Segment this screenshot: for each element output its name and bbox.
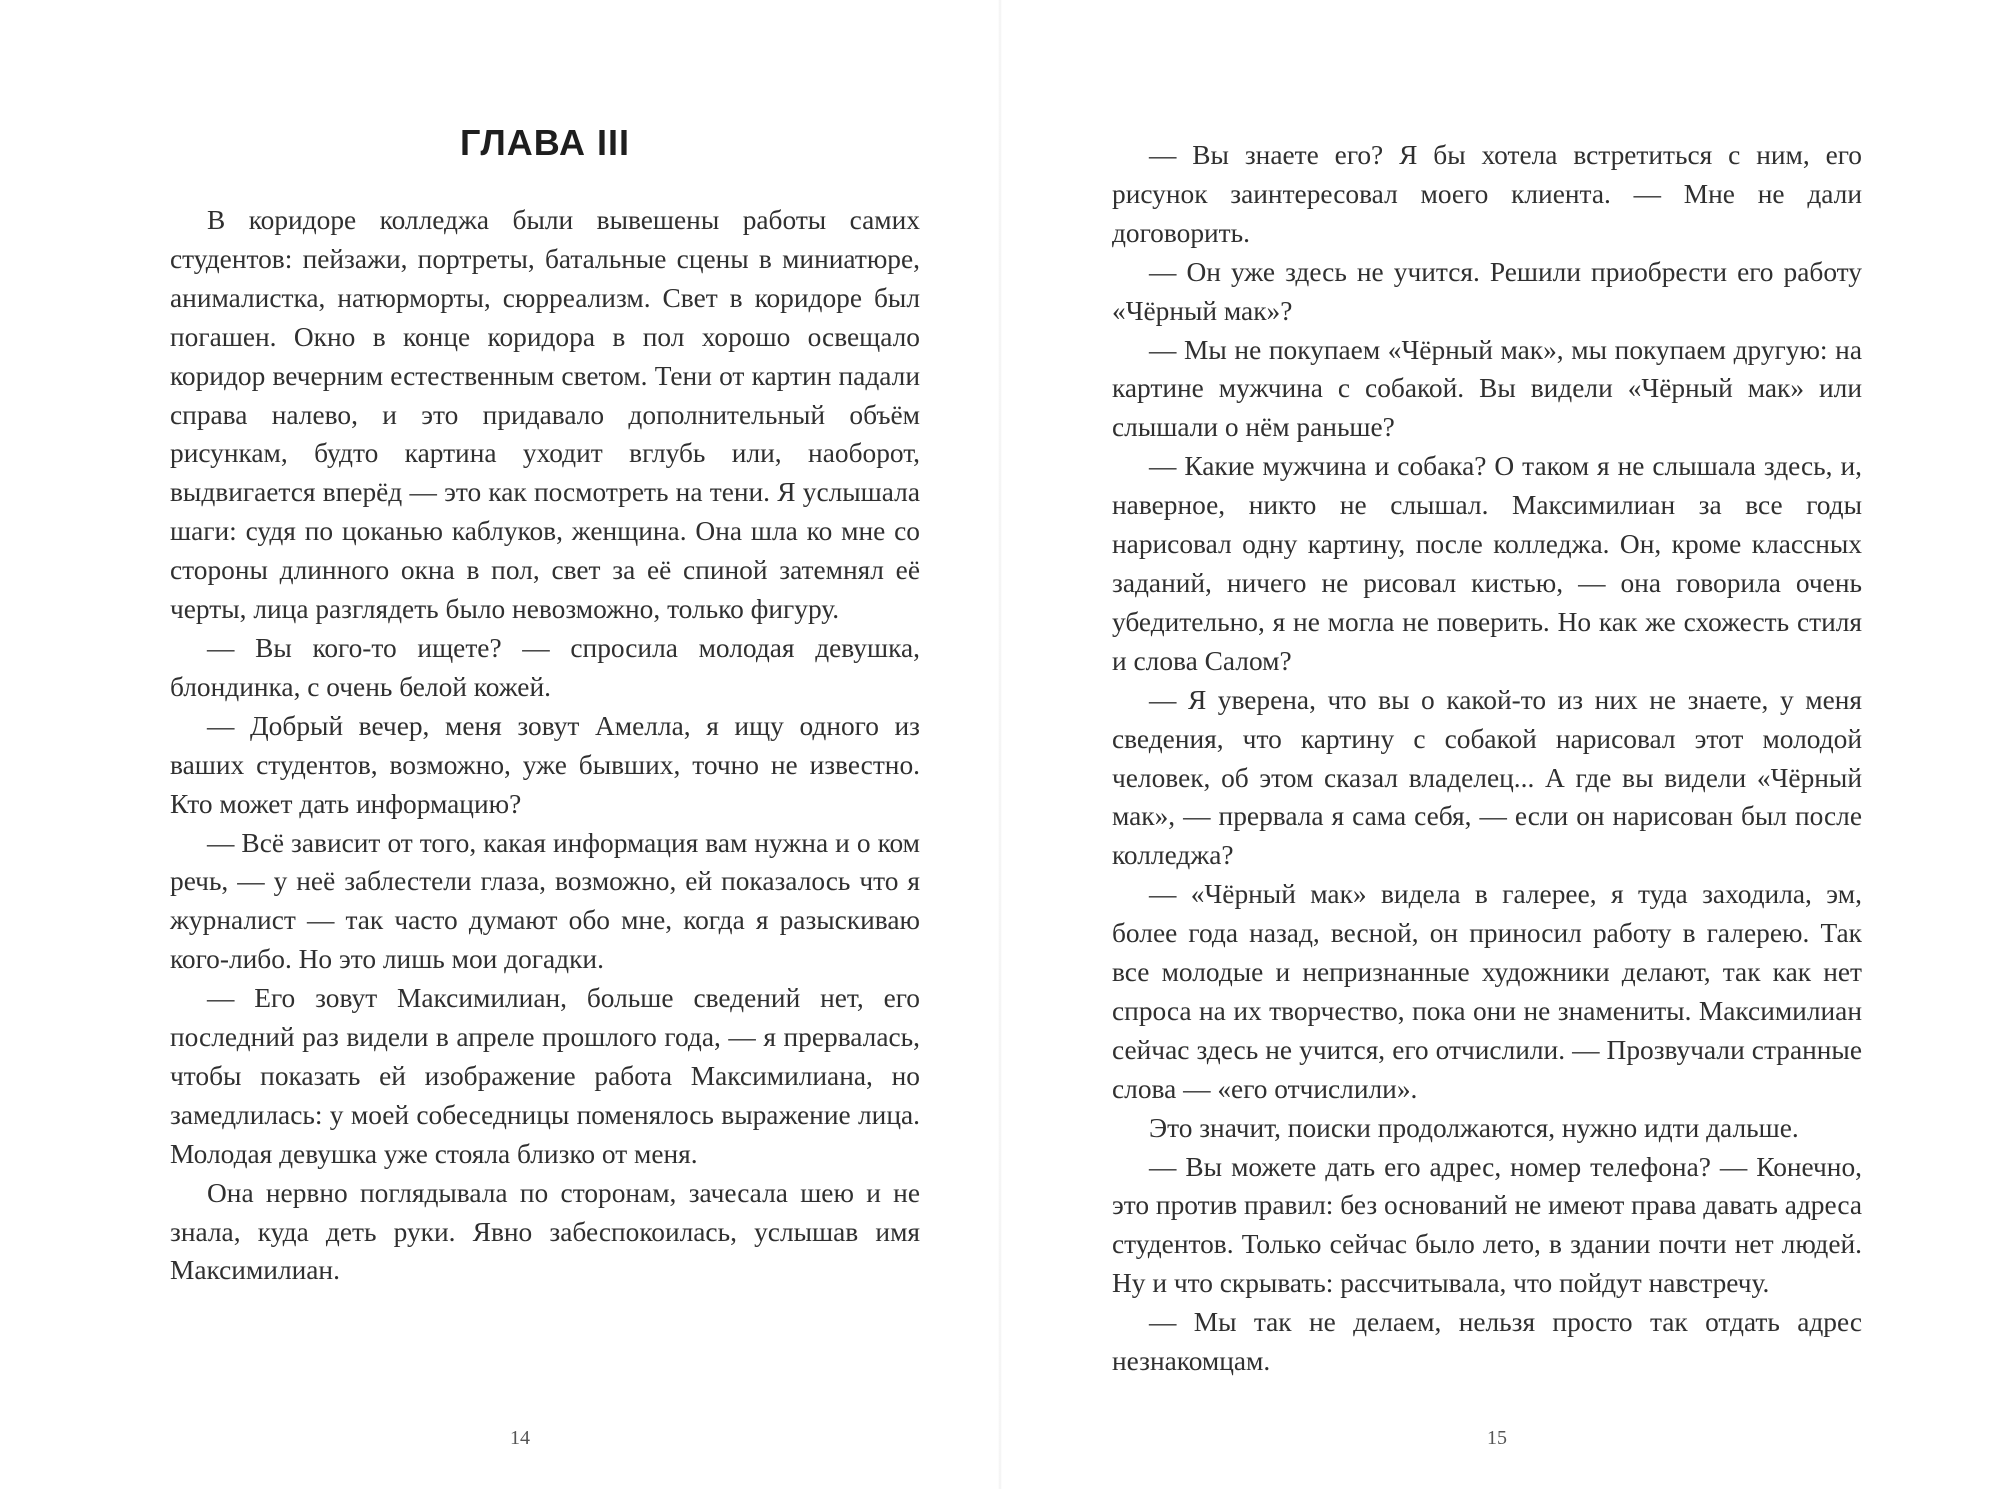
right-page <box>1000 0 2000 1489</box>
paragraph: — Я уверена, что вы о какой-то из них не знаете, у меня сведения, что картину с собакой нарисовал этот молодой человек, об этом сказал владелец... А где вы видели «Чёрный мак», — прервала я сама себя, — если он нарисован был после колледжа? <box>1112 684 1862 871</box>
paragraph: — Мы так не делаем, нельзя просто так отдать адрес незнакомцам. <box>1112 1307 1862 1377</box>
right-page-text <box>1112 136 1862 1381</box>
paragraph: — «Чёрный мак» видела в галерее, я туда заходила, эм, более года назад, весной, он приносил работу в галерею. Так все молодые и непризнанные художники делают, так как нет спроса на их творчество, пока они не знамениты. Максимилиан сейчас здесь не учится, его отчислили. — Прозвучали странные слова — «его отчислили». <box>1112 879 1862 1104</box>
paragraph: Она нервно поглядывала по сторонам, зачесала шею и не знала, куда деть руки. Явно забеспокоилась, услышав имя Максимилиан. <box>170 1177 920 1286</box>
left-page-text <box>170 201 920 1290</box>
paragraph: — Какие мужчина и собака? О таком я не слышала здесь, и, наверное, никто не слышал. Максимилиан за все годы нарисовал одну картину, после колледжа. Он, кроме классных заданий, ничего не рисовал кистью, — она говорила очень убедительно, я не могла не поверить. Но как же схожесть стиля и слова Салом? <box>1112 451 1862 676</box>
paragraph: — Его зовут Максимилиан, больше сведений нет, его последний раз видели в апреле прошлого года, — я прервалась, чтобы показать ей изображение работа Максимилиана, но замедлилась: у моей собеседницы поменялось выражение лица. Молодая девушка уже стояла близко от меня. <box>170 983 920 1169</box>
paragraph: Это значит, поиски продолжаются, нужно идти дальше. <box>1149 1112 1799 1143</box>
paragraph: — Он уже здесь не учится. Решили приобрести его работу «Чёрный мак»? <box>1112 256 1862 326</box>
paragraph: — Вы кого-то ищете? — спросила молодая девушка, блондинка, с очень белой кожей. <box>170 632 920 702</box>
page-number-left: 14 <box>510 1427 530 1449</box>
paragraph: — Добрый вечер, меня зовут Амелла, я ищу одного из ваших студентов, возможно, уже бывших, точно не известно. Кто может дать информацию? <box>170 710 920 819</box>
paragraph: — Всё зависит от того, какая информация вам нужна и о ком речь, — у неё заблестели глаза, возможно, ей показалось что я журналист — так часто думают обо мне, когда я разыскиваю кого-либо. Но это лишь мои догадки. <box>170 827 920 975</box>
paragraph: — Вы можете дать его адрес, номер телефона? — Конечно, это против правил: без оснований не имеют права давать адреса студентов. Только сейчас было лето, в здании почти нет людей. Ну и что скрывать: рассчитывала, что пойдут навстречу. <box>1112 1151 1862 1299</box>
paragraph: — Вы знаете его? Я бы хотела встретиться с ним, его рисунок заинтересовал моего клиента. — Мне не дали договорить. <box>1112 140 1862 248</box>
paragraph: — Мы не покупаем «Чёрный мак», мы покупаем другую: на картине мужчина с собакой. Вы видели «Чёрный мак» или слышали о нём раньше? <box>1112 334 1862 443</box>
paragraph: В коридоре колледжа были вывешены работы самих студентов: пейзажи, портреты, батальные сцены в миниатюре, анималистка, натюрморты, сюрреализм. Свет в коридоре был погашен. Окно в конце коридора в пол хорошо освещало коридор вечерним естественным светом. Тени от картин падали справа налево, и это придавало дополнительный объём рисункам, будто картина уходит вглубь или, наоборот, выдвигается вперёд — это как посмотреть на тени. Я услышала шаги: судя по цоканью каблуков, женщина. Она шла ко мне со стороны длинного окна в пол, свет за её спиной затемнял её черты, лица разглядеть было невозможно, только фигуру. <box>170 205 920 625</box>
page-number-right: 15 <box>1487 1427 1507 1449</box>
chapter-title: ГЛАВА III <box>460 122 630 163</box>
